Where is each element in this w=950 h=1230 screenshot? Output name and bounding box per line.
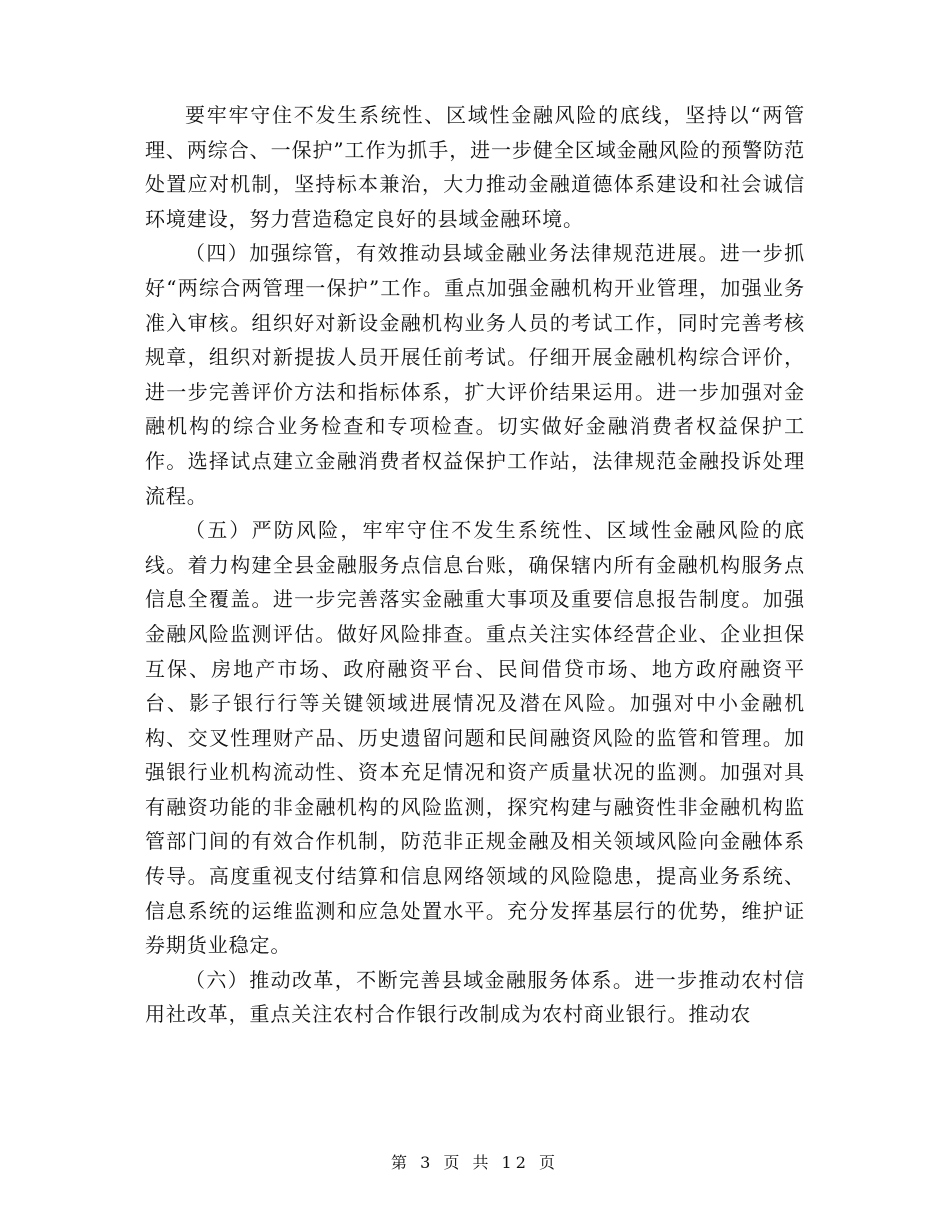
paragraph-4: （六）推动改革，不断完善县域金融服务体系。进一步推动农村信用社改革，重点关注农村合作银行改制成为农村商业银行。推动农 [145,967,805,1027]
paragraph-2: （四）加强综管，有效推动县域金融业务法律规范进展。进一步抓好“两综合两管理一保护”工作。重点加强金融机构开业管理，加强业务准入审核。组织好对新设金融机构业务人员的考试工作，同时完善考核规章，组织对新提拔人员开展任前考试。仔细开展金融机构综合评价，进一步完善评价方法和指标体系，扩大评价结果运用。进一步加强对金融机构的综合业务检查和专项检查。切实做好金融消费者权益保护工作。选择试点建立金融消费者权益保护工作站，法律规范金融投诉处理流程。 [145,241,805,508]
paragraph-1: 要牢牢守住不发生系统性、区域性金融风险的底线，坚持以“两管理、两综合、一保护”工作为抓手，进一步健全区域金融风险的预警防范处置应对机制，坚持标本兼治，大力推动金融道德体系建设和社会诚信环境建设，努力营造稳定良好的县域金融环境。 [145,103,805,231]
document-body [145,98,805,1032]
page-number-footer: 第 3 页 共 12 页 [391,1153,559,1172]
paragraph-3: （五）严防风险，牢牢守住不发生系统性、区域性金融风险的底线。着力构建全县金融服务点信息台账，确保辖内所有金融机构服务点信息全覆盖。进一步完善落实金融重大事项及重要信息报告制度。加强金融风险监测评估。做好风险排查。重点关注实体经营企业、企业担保互保、房地产市场、政府融资平台、民间借贷市场、地方政府融资平台、影子银行行等关键领域进展情况及潜在风险。加强对中小金融机构、交叉性理财产品、历史遗留问题和民间融资风险的监管和管理。加强银行业机构流动性、资本充足情况和资产质量状况的监测。加强对具有融资功能的非金融机构的风险监测，探究构建与融资性非金融机构监管部门间的有效合作机制，防范非正规金融及相关领域风险向金融体系传导。高度重视支付结算和信息网络领域的风险隐患，提高业务系统、信息系统的运维监测和应急处置水平。充分发挥基层行的优势，维护证券期货业稳定。 [145,518,805,958]
